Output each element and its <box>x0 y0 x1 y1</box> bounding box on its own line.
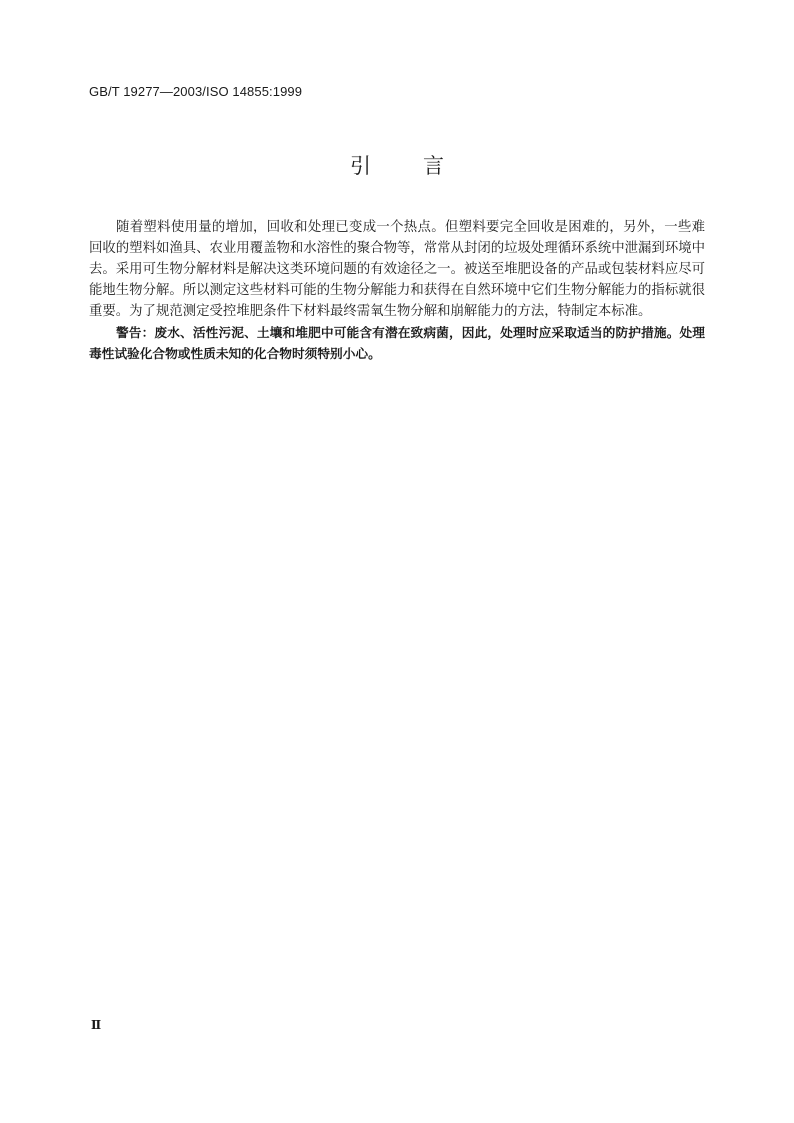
standard-number-header: GB/T 19277—2003/ISO 14855:1999 <box>89 84 303 99</box>
warning-paragraph: 警告：废水、活性污泥、土壤和堆肥中可能含有潜在致病菌，因此，处理时应采取适当的防护措施。处理毒性试验化合物或性质未知的化合物时须特别小心。 <box>89 325 705 361</box>
page-title: 引言 <box>350 154 496 178</box>
page-number: Ⅱ <box>91 1018 102 1032</box>
introduction-paragraph: 随着塑料使用量的增加，回收和处理已变成一个热点。但塑料要完全回收是困难的，另外，一些难回收的塑料如渔具、农业用覆盖物和水溶性的聚合物等，常常从封闭的垃圾处理循环系统中泄漏到环境中去。采用可生物分解材料是解决这类环境问题的有效途径之一。被送至堆肥设备的产品或包装材料应尽可能地生物分解。所以测定这些材料可能的生物分解能力和获得在自然环境中它们生物分解能力的指标就很重要。为了规范测定受控堆肥条件下材料最终需氧生物分解和崩解能力的方法，特制定本标准。 <box>89 220 705 319</box>
body-content <box>89 217 705 364</box>
